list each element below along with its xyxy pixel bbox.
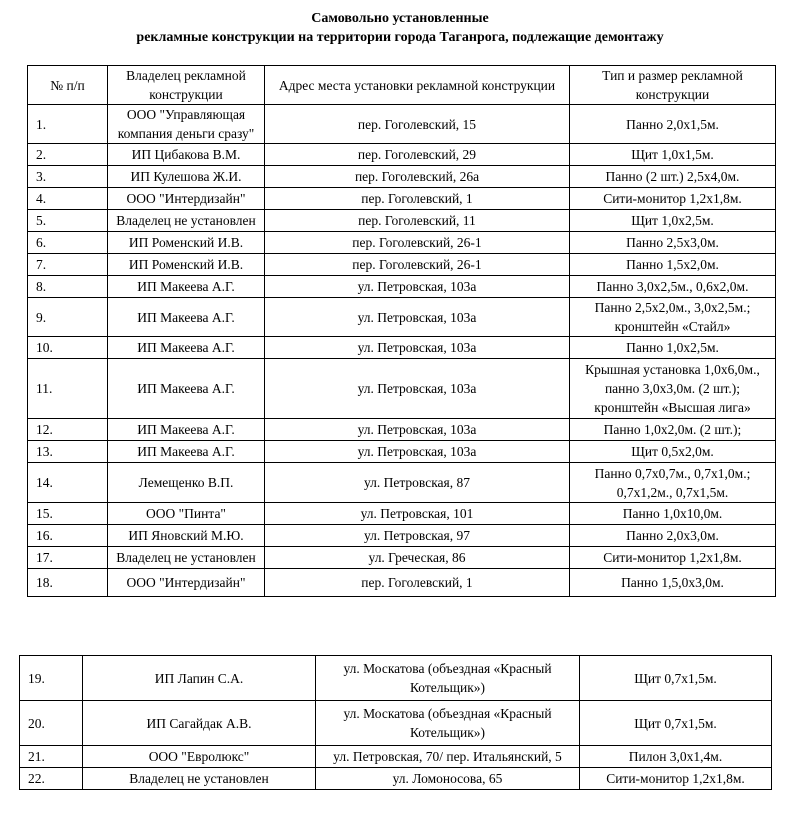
row-address: пер. Гоголевский, 1 (265, 569, 570, 597)
header-owner: Владелец рекламной конструкции (108, 66, 265, 105)
row-type: Панно 2,5х2,0м., 3,0х2,5м.; кронштейн «Стайл» (570, 298, 776, 337)
table-row (28, 419, 776, 441)
row-owner: ООО "Интердизайн" (108, 188, 265, 210)
row-number: 9. (28, 298, 108, 337)
row-address: ул. Петровская, 103а (265, 441, 570, 463)
row-owner: ООО "Интердизайн" (108, 569, 265, 597)
row-number: 22. (20, 768, 83, 790)
row-type: Щит 0,5х2,0м. (570, 441, 776, 463)
row-address: ул. Петровская, 101 (265, 503, 570, 525)
row-type: Пилон 3,0х1,4м. (580, 746, 772, 768)
row-number: 6. (28, 232, 108, 254)
row-address: ул. Петровская, 97 (265, 525, 570, 547)
row-number: 2. (28, 144, 108, 166)
title-line-2: рекламные конструкции на территории города Таганрога, подлежащие демонтажу (136, 30, 664, 45)
row-address: ул. Москатова (объездная «Красный Котельщик») (316, 656, 580, 701)
row-number: 12. (28, 419, 108, 441)
row-type: Щит 0,7х1,5м. (580, 656, 772, 701)
row-type: Панно 3,0х2,5м., 0,6х2,0м. (570, 276, 776, 298)
table-row (20, 768, 772, 790)
table-row (28, 298, 776, 337)
row-address: ул. Петровская, 103а (265, 337, 570, 359)
row-number: 3. (28, 166, 108, 188)
table-row (28, 525, 776, 547)
row-owner: Лемещенко В.П. (108, 463, 265, 503)
row-type: Щит 1,0х1,5м. (570, 144, 776, 166)
demolition-table-continued (19, 655, 772, 790)
row-address: ул. Петровская, 103а (265, 276, 570, 298)
row-number: 17. (28, 547, 108, 569)
row-type: Панно 1,0х2,5м. (570, 337, 776, 359)
row-address: пер. Гоголевский, 1 (265, 188, 570, 210)
table-row (28, 463, 776, 503)
table-row (28, 210, 776, 232)
row-number: 16. (28, 525, 108, 547)
row-type: Крышная установка 1,0х6,0м., панно 3,0х3,0м. (2 шт.); кронштейн «Высшая лига» (570, 359, 776, 419)
row-owner: Владелец не установлен (83, 768, 316, 790)
row-number: 5. (28, 210, 108, 232)
row-owner: ИП Макеева А.Г. (108, 441, 265, 463)
row-owner: ИП Макеева А.Г. (108, 298, 265, 337)
demolition-table (27, 65, 776, 597)
row-type: Панно 2,0х1,5м. (570, 105, 776, 144)
row-number: 21. (20, 746, 83, 768)
row-owner: ООО "Управляющая компания деньги сразу" (108, 105, 265, 144)
row-address: пер. Гоголевский, 29 (265, 144, 570, 166)
row-type: Панно 2,5х3,0м. (570, 232, 776, 254)
row-address: ул. Петровская, 103а (265, 298, 570, 337)
page-break-gap (0, 640, 800, 655)
row-address: ул. Греческая, 86 (265, 547, 570, 569)
row-type: Щит 1,0х2,5м. (570, 210, 776, 232)
row-address: ул. Петровская, 87 (265, 463, 570, 503)
row-type: Сити-монитор 1,2х1,8м. (570, 547, 776, 569)
row-address: пер. Гоголевский, 26а (265, 166, 570, 188)
table-row (28, 337, 776, 359)
document-title (0, 9, 800, 47)
row-number: 10. (28, 337, 108, 359)
row-type: Панно 1,0х10,0м. (570, 503, 776, 525)
table-row (20, 656, 772, 701)
row-type: Панно 1,5х2,0м. (570, 254, 776, 276)
row-type: Панно 2,0х3,0м. (570, 525, 776, 547)
row-owner: Владелец не установлен (108, 210, 265, 232)
row-type: Панно 1,5,0х3,0м. (570, 569, 776, 597)
row-type: Сити-монитор 1,2х1,8м. (570, 188, 776, 210)
row-address: ул. Петровская, 70/ пер. Итальянский, 5 (316, 746, 580, 768)
row-owner: ИП Роменский И.В. (108, 232, 265, 254)
table-row (28, 569, 776, 597)
table-row (28, 188, 776, 210)
title-line-1: Самовольно установленные (311, 11, 489, 26)
row-number: 20. (20, 701, 83, 746)
table-row (28, 441, 776, 463)
row-address: ул. Москатова (объездная «Красный Котельщик») (316, 701, 580, 746)
table-row (28, 166, 776, 188)
table-row (20, 746, 772, 768)
header-type: Тип и размер рекламной конструкции (570, 66, 776, 105)
row-number: 13. (28, 441, 108, 463)
row-owner: ИП Макеева А.Г. (108, 359, 265, 419)
row-number: 4. (28, 188, 108, 210)
row-owner: ИП Яновский М.Ю. (108, 525, 265, 547)
table-header-row (28, 66, 776, 105)
table-row (28, 105, 776, 144)
row-number: 19. (20, 656, 83, 701)
row-owner: ООО "Евролюкс" (83, 746, 316, 768)
row-number: 11. (28, 359, 108, 419)
row-type: Сити-монитор 1,2х1,8м. (580, 768, 772, 790)
row-owner: ИП Лапин С.А. (83, 656, 316, 701)
row-type: Панно (2 шт.) 2,5х4,0м. (570, 166, 776, 188)
table-row (28, 503, 776, 525)
row-type: Панно 1,0х2,0м. (2 шт.); (570, 419, 776, 441)
row-owner: ООО "Пинта" (108, 503, 265, 525)
table-row (28, 144, 776, 166)
table-row (28, 276, 776, 298)
table-row (28, 254, 776, 276)
table-row (20, 701, 772, 746)
row-type: Щит 0,7х1,5м. (580, 701, 772, 746)
header-num: № п/п (28, 66, 108, 105)
row-owner: ИП Кулешова Ж.И. (108, 166, 265, 188)
row-number: 15. (28, 503, 108, 525)
row-address: ул. Ломоносова, 65 (316, 768, 580, 790)
row-address: пер. Гоголевский, 11 (265, 210, 570, 232)
row-address: пер. Гоголевский, 26-1 (265, 232, 570, 254)
table-row (28, 232, 776, 254)
row-owner: ИП Макеева А.Г. (108, 337, 265, 359)
row-owner: ИП Макеева А.Г. (108, 276, 265, 298)
table-row (28, 359, 776, 419)
row-number: 18. (28, 569, 108, 597)
row-owner: ИП Макеева А.Г. (108, 419, 265, 441)
row-address: пер. Гоголевский, 26-1 (265, 254, 570, 276)
row-owner: ИП Цибакова В.М. (108, 144, 265, 166)
row-type: Панно 0,7х0,7м., 0,7х1,0м.; 0,7х1,2м., 0,7х1,5м. (570, 463, 776, 503)
row-address: пер. Гоголевский, 15 (265, 105, 570, 144)
row-address: ул. Петровская, 103а (265, 419, 570, 441)
row-number: 7. (28, 254, 108, 276)
row-number: 1. (28, 105, 108, 144)
header-address: Адрес места установки рекламной конструкции (265, 66, 570, 105)
row-owner: Владелец не установлен (108, 547, 265, 569)
row-owner: ИП Роменский И.В. (108, 254, 265, 276)
row-address: ул. Петровская, 103а (265, 359, 570, 419)
row-owner: ИП Сагайдак А.В. (83, 701, 316, 746)
row-number: 14. (28, 463, 108, 503)
table-row (28, 547, 776, 569)
row-number: 8. (28, 276, 108, 298)
